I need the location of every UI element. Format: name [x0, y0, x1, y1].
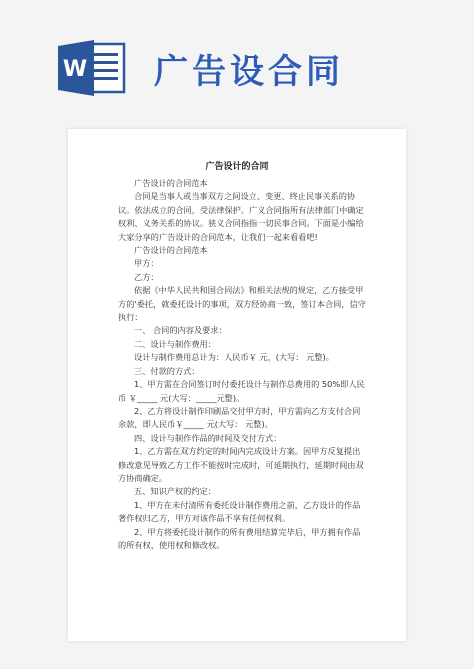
document-paragraph: 广告设计的合同范本 [134, 178, 208, 188]
document-paragraph: 2、甲方将委托设计制作的所有费用结算完毕后，甲方拥有作品的所有权、使用权和修改权。 [118, 526, 361, 550]
document-paragraph: 1、乙方需在双方约定的时间内完成设计方案。因甲方反复提出修改意见导致乙方工作不能按时完成时，可延期执行，延期时间由双方协商确定。 [118, 446, 364, 483]
header [0, 0, 474, 120]
document-paragraph: 四、设计与制作作品的时间及交付方式： [134, 432, 282, 443]
svg-text:W: W [62, 57, 88, 82]
document-paragraph: 甲方： [134, 258, 159, 269]
document-paragraph: 合同是当事人或当事双方之间设立、变更、终止民事关系的协议。依法成立的合同，受法律保护。广义合同指所有法律部门中确定权利、义务关系的协议。狭义合同指指一切民事合同。下面是小编给大家分享的广告设计的合同范本，让我们一起来看看吧! [118, 191, 364, 242]
document-body [118, 177, 368, 552]
document-paragraph: 设计与制作费用总计为：人民币￥ 元，(大写： 元整)。 [134, 352, 334, 363]
document-paragraph: 依据《中华人民共和国合同法》和相关法规的规定，乙方接受甲方的'委托，就委托设计的事项，双方经协商一致，签订本合同，信守执行： [118, 285, 366, 323]
document-paragraph: 1、甲方需在合同签订时付委托设计与制作总费用的 50%即人民币 ￥_____ 元(大写：_____元整)。 [118, 379, 365, 403]
document-paragraph: 1、甲方在未付清所有委托设计制作费用之前，乙方设计的作品著作权归乙方，甲方对该作品不享有任何权利。 [118, 499, 361, 524]
document-paragraph: 三、付款的方式： [134, 365, 200, 376]
document-paragraph: 五、知识产权的约定： [134, 486, 216, 497]
word-doc-icon [58, 40, 128, 96]
document-paragraph: 2、乙方将设计制作印刷品交付甲方时，甲方需向乙方支付合同余款，即人民币￥_____ 元(大写： 元整)。 [118, 405, 361, 430]
document-paragraph: 一、 合同的内容及要求： [134, 325, 227, 336]
document-title: 广告设计的合同 [205, 162, 269, 172]
document-paragraph: 广告设计的合同范本 [134, 245, 208, 256]
document-paragraph: 二、设计与制作费用： [134, 338, 216, 349]
page-title: 广告设合同 [154, 52, 344, 92]
document-paragraph: 乙方： [134, 271, 159, 282]
document-page [68, 129, 406, 641]
